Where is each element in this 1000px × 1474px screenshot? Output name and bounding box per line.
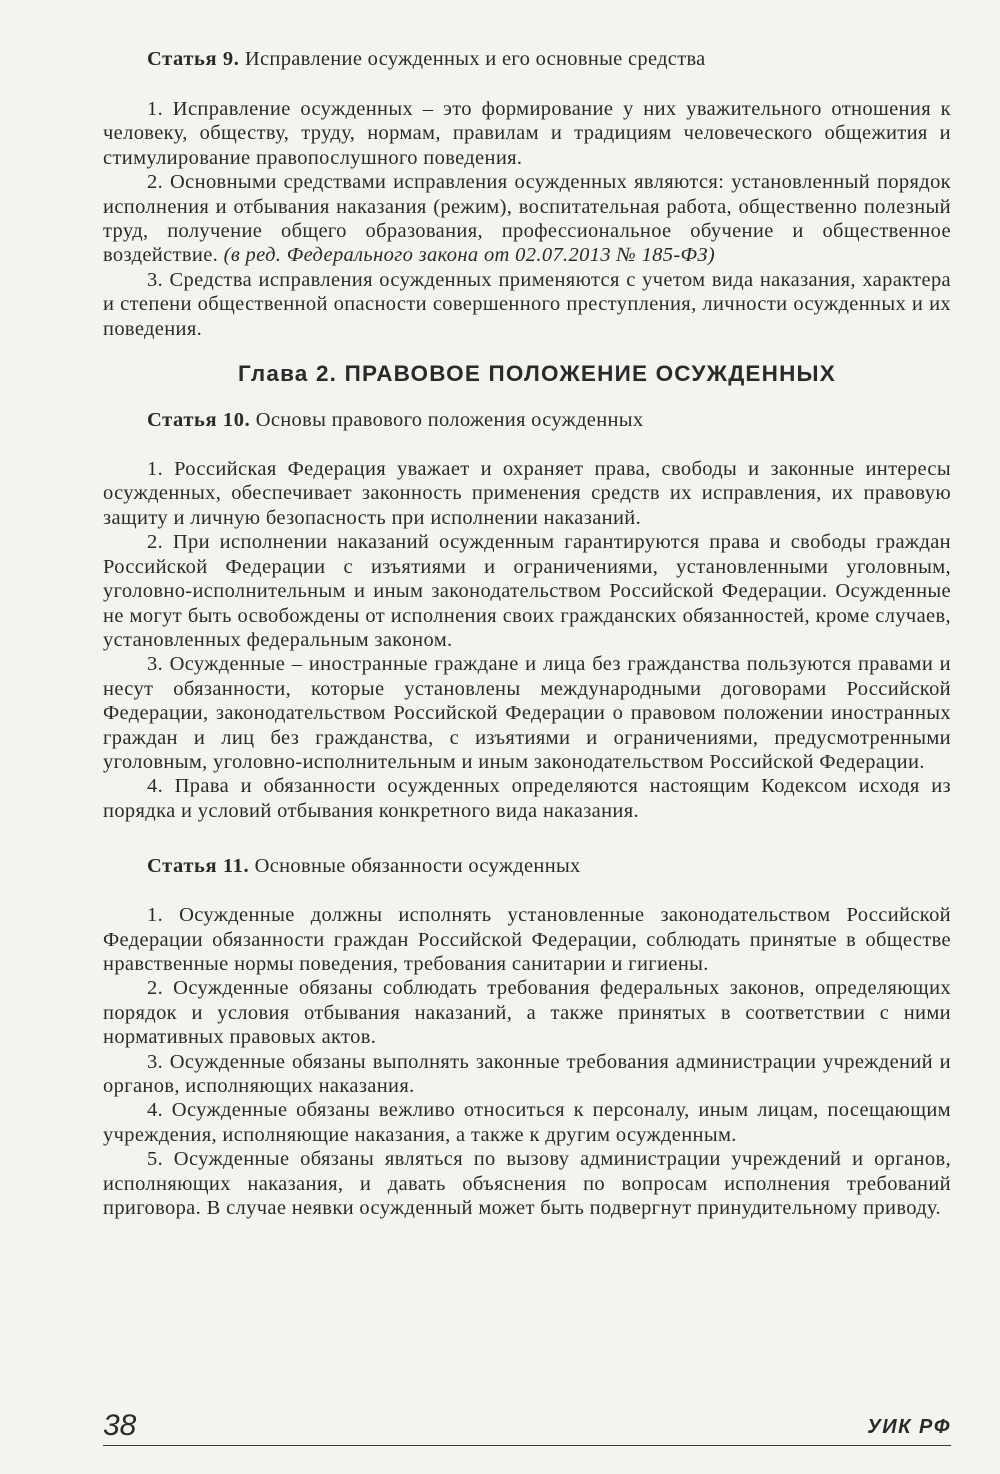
article-10-paragraph-3: 3. Осужденные – иностранные граждане и лица без гражданства пользуются правами и несут обязанности, которые установлены международными договорами Российской Федерации, законодательством Российской Федерации о правовом положении иностранных граждан и лиц без гражданства, с изъятиями и ограничениями, предусмотренными уголовным, уголовно-исполнительным и иным законодательством Российской Федерации. — [103, 653, 951, 773]
article-11-paragraph-3: 3. Осужденные обязаны выполнять законные требования администрации учреждений и органов, исполняющих наказания. — [103, 1050, 951, 1097]
article-9-title: Исправление осужденных и его основные средства — [244, 48, 706, 70]
article-9-label: Статья 9. — [147, 48, 240, 70]
page-number: 38 — [103, 1409, 137, 1442]
amendment-note: (в ред. Федерального закона от 02.07.2013 № 185-ФЗ) — [223, 244, 716, 267]
page-body — [103, 46, 951, 1220]
article-10-paragraph-2: 2. При исполнении наказаний осужденным гарантируются права и свободы граждан Российской Федерации с изъятиями и ограничениями, установленными уголовным, уголовно-исполнительным и иным законодательством Российской Федерации. Осужденные не могут быть освобождены от исполнения своих гражданских обязанностей, кроме случаев, установленных федеральным законом. — [103, 531, 951, 651]
chapter-2-title: Глава 2. ПРАВОВОЕ ПОЛОЖЕНИЕ ОСУЖДЕННЫХ — [238, 361, 836, 387]
article-10-paragraph-1: 1. Российская Федерация уважает и охраняет права, свободы и законные интересы осужденных, обеспечивает законность применения средств их исправления, их правовую защиту и личную безопасность при исполнении наказаний. — [103, 458, 951, 529]
article-9-heading — [103, 46, 951, 72]
article-10-paragraph-4: 4. Права и обязанности осужденных определяются настоящим Кодексом исходя из порядка и условий отбывания конкретного вида наказания. — [103, 775, 951, 822]
article-9-paragraph-2-text: 2. Основными средствами исправления осужденных являются: установленный порядок исполнения и отбывания наказания (режим), воспитательная работа, общественно полезный труд, получение общего образования, профессиональное обучение и общественное воздействие. — [103, 171, 951, 267]
article-11-paragraph-4: 4. Осужденные обязаны вежливо относиться к персоналу, иным лицам, посещающим учреждения, исполняющие наказания, а также к другим осужденным. — [103, 1099, 951, 1146]
article-11-title: Основные обязанности осужденных — [254, 855, 581, 878]
article-11-paragraph-1: 1. Осужденные должны исполнять установленные законодательством Российской Федерации обязанности граждан Российской Федерации, соблюдать принятые в обществе нравственные нормы поведения, требования санитарии и гигиены. — [103, 904, 951, 975]
article-10-heading — [103, 407, 951, 433]
article-10-title: Основы правового положения осужденных — [255, 409, 644, 432]
article-9-paragraph-1: 1. Исправление осужденных – это формирование у них уважительного отношения к человеку, обществу, труду, нормам, правилам и традициям человеческого общежития и стимулирование правопослушного поведения. — [103, 98, 951, 169]
article-11-heading — [103, 853, 951, 879]
page-footer — [103, 1405, 951, 1446]
article-11-paragraph-5: 5. Осужденные обязаны являться по вызову администрации учреждений и органов, исполняющих наказания, и давать объяснения по вопросам исполнения требований приговора. В случае неявки осужденный может быть подвергнут принудительному приводу. — [103, 1148, 951, 1220]
article-11-paragraph-2: 2. Осужденные обязаны соблюдать требования федеральных законов, определяющих порядок и условия отбывания наказаний, а также принятых в соответствии с ними нормативных правовых актов. — [103, 977, 951, 1049]
running-title: УИК РФ — [867, 1416, 951, 1438]
article-10-label: Статья 10. — [147, 409, 251, 432]
article-9-paragraph-2 — [103, 170, 951, 268]
article-11-label: Статья 11. — [147, 855, 250, 878]
article-9-paragraph-3: 3. Средства исправления осужденных применяются с учетом вида наказания, характера и степени общественной опасности совершенного преступления, личности осужденных и их поведения. — [103, 268, 951, 340]
